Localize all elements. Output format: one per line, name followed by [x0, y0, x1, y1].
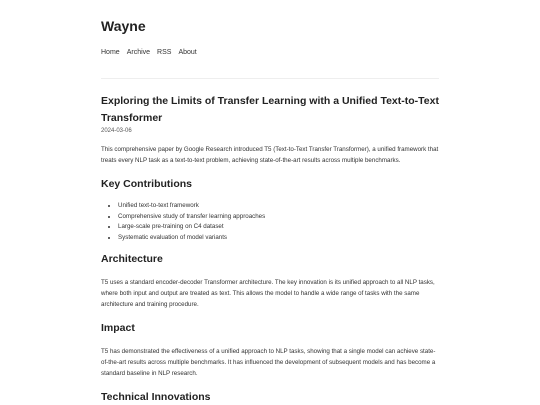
nav-link-home[interactable]: Home	[101, 49, 120, 56]
section-heading-technical-innovations: Technical Innovations	[101, 391, 211, 403]
post-title: Exploring the Limits of Transfer Learning with a Unified Text-to-Text Transformer	[101, 95, 439, 124]
post-date: 2024-03-06	[101, 128, 132, 134]
list-item: • Systematic evaluation of model variants	[118, 233, 439, 244]
post-intro: This comprehensive paper by Google Research introduced T5 (Text-to-Text Transfer Transformer), a unified framework that treats every NLP task as a text-to-text problem, achieving state-of-the-art results across multiple benchmarks.	[101, 146, 439, 164]
architecture-paragraph: T5 uses a standard encoder-decoder Transformer architecture. The key innovation is its unified approach to all NLP tasks, where both input and output are treated as text. This allows the model to handle a wide range of tasks with the same architecture and training procedure.	[101, 279, 435, 308]
section-heading-contributions: Key Contributions	[101, 178, 192, 190]
list-item: • Large-scale pre-training on C4 dataset	[118, 222, 439, 233]
section-heading-architecture: Architecture	[101, 253, 163, 265]
contributions-list	[101, 201, 439, 243]
nav-link-archive[interactable]: Archive	[126, 49, 151, 56]
section-heading-impact: Impact	[101, 322, 135, 334]
nav-link-rss[interactable]: RSS	[157, 49, 172, 56]
post-article	[101, 93, 439, 404]
main-nav	[101, 49, 197, 56]
impact-paragraph: T5 has demonstrated the effectiveness of a unified approach to NLP tasks, showing that a single model can achieve state-of-the-art results across multiple benchmarks. It has influenced the development of subsequent models and has become a standard baseline in NLP research.	[101, 348, 436, 377]
list-item: • Comprehensive study of transfer learning approaches	[118, 212, 439, 223]
nav-link-about[interactable]: About	[178, 49, 197, 56]
site-title[interactable]: Wayne	[101, 18, 146, 34]
list-item: • Unified text-to-text framework	[118, 201, 439, 212]
header-divider	[101, 78, 439, 79]
